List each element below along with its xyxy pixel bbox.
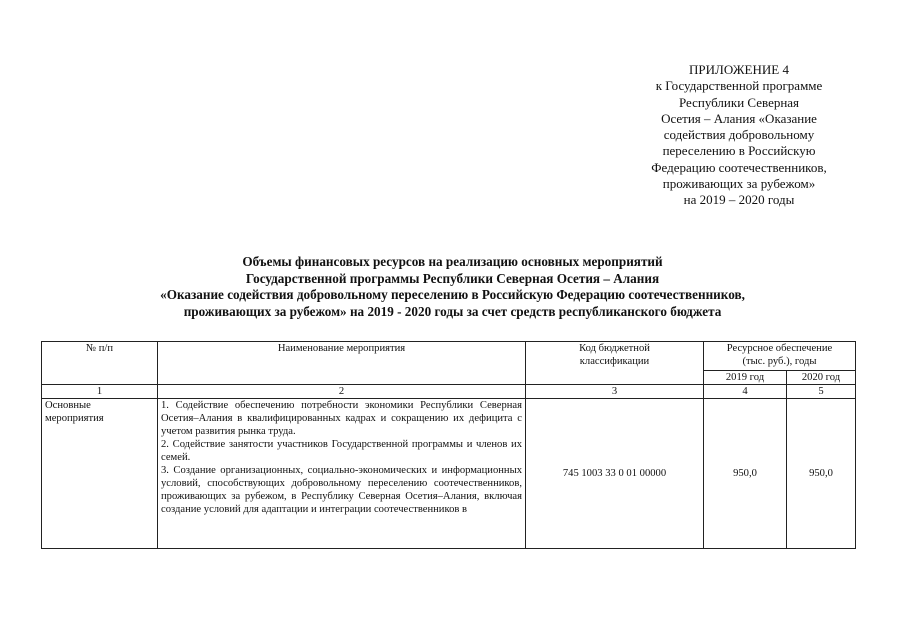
activity-item: 3. Создание организационных, социально-экономических и информационных условий, способствующих добровольному переселению соотечественников, проживающих за рубежом, в Республику Северная Осетия–Алания, включая создание условий для адаптации и интеграции соотечественников в: [161, 465, 522, 515]
row-code: 745 1003 33 0 01 00000: [526, 399, 704, 549]
header-code-line: Код бюджетной: [579, 343, 650, 354]
activity-item: 1. Содействие обеспечению потребности экономики Республики Северная Осетия–Алания в квалифицированных кадрах и сокращению их дефицита с учетом развития рынка труда.: [161, 400, 522, 437]
activity-item: 2. Содействие занятости участников Государственной программы и членов их семей.: [161, 439, 522, 463]
colnum-cell: 2: [158, 385, 526, 399]
document-title: [40, 254, 865, 320]
title-line: «Оказание содействия добровольному переселению в Российскую Федерацию соотечественников,: [160, 287, 745, 303]
header-year-2019: 2019 год: [704, 371, 787, 385]
header-year-2020: 2020 год: [787, 371, 856, 385]
row-value-2020: 950,0: [787, 399, 856, 549]
header-code: [526, 342, 704, 385]
appendix-line: переселению в Российскую: [662, 143, 816, 159]
header-code-line: классификации: [579, 356, 650, 367]
budget-table: [41, 341, 856, 549]
appendix-line: к Государственной программе: [655, 78, 823, 94]
appendix-line: на 2019 – 2020 годы: [683, 192, 795, 208]
table-colnum-row: [42, 385, 856, 399]
row-value-2019: 950,0: [704, 399, 787, 549]
header-resource: [704, 342, 856, 371]
table-row: [42, 399, 856, 549]
table-header-row: [42, 342, 856, 371]
category-line: мероприятия: [45, 413, 104, 424]
header-num: № п/п: [42, 342, 158, 385]
header-resource-line: (тыс. руб.), годы: [742, 356, 817, 367]
appendix-line: содействия добровольному: [663, 127, 815, 143]
appendix-line: Республики Северная: [678, 94, 800, 110]
title-line: Объемы финансовых ресурсов на реализацию основных мероприятий: [242, 254, 663, 269]
row-category: [42, 399, 158, 549]
appendix-header: [600, 62, 878, 209]
colnum-cell: 3: [526, 385, 704, 399]
colnum-cell: 1: [42, 385, 158, 399]
colnum-cell: 4: [704, 385, 787, 399]
appendix-line: ПРИЛОЖЕНИЕ 4: [689, 62, 789, 77]
header-name: Наименование мероприятия: [158, 342, 526, 385]
header-resource-line: Ресурсное обеспечение: [726, 343, 833, 354]
category-line: Основные: [45, 400, 91, 411]
title-line: проживающих за рубежом» на 2019 - 2020 годы за счет средств республиканского бюджета: [183, 303, 722, 319]
appendix-line: Федерацию соотечественников,: [651, 159, 827, 175]
title-line: Государственной программы Республики Северная Осетия – Алания: [245, 270, 660, 286]
row-activities: [158, 399, 526, 549]
appendix-line: Осетия – Алания «Оказание: [661, 110, 817, 126]
colnum-cell: 5: [787, 385, 856, 399]
appendix-line: проживающих за рубежом»: [662, 176, 816, 192]
